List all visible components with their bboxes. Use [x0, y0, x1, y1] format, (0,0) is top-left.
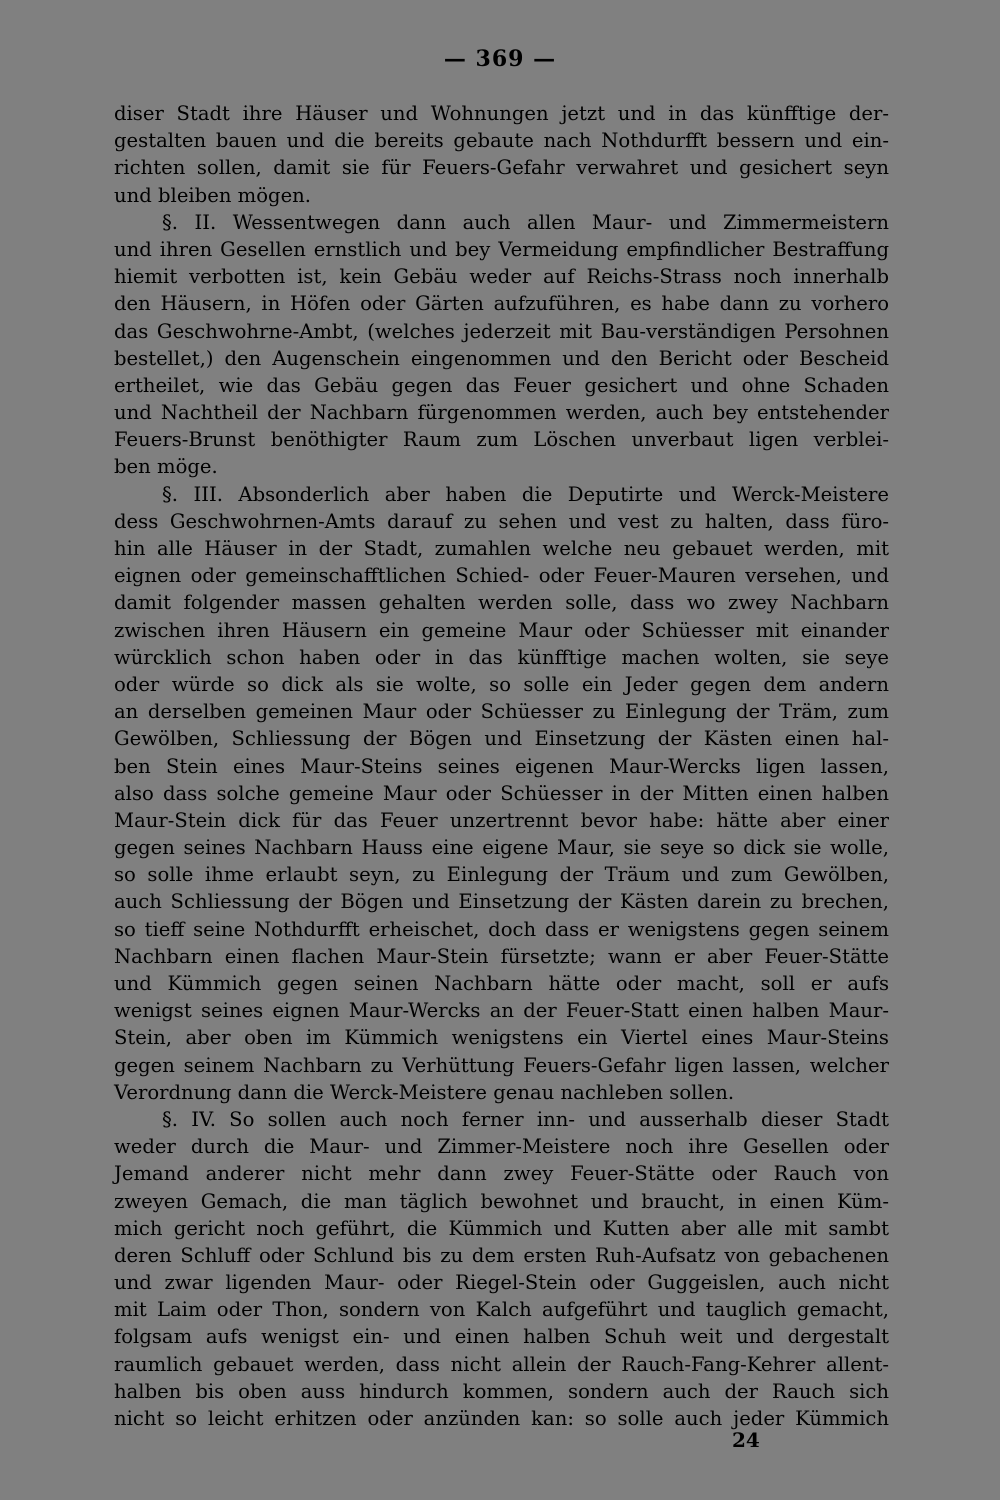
text-line: oder würde so dick als sie wolte, so solle ein Jeder gegen dem andern	[114, 672, 889, 696]
page-number: — 369 —	[443, 46, 557, 72]
text-line: deren Schluff oder Schlund bis zu dem ersten Ruh-Aufsatz von gebachenen	[114, 1243, 889, 1267]
text-line: Verordnung dann die Werck-Meistere genau nachleben sollen.	[114, 1080, 735, 1104]
text-line: ertheilet, wie das Gebäu gegen das Feuer gesichert und ohne Schaden	[114, 373, 889, 397]
text-line: und Nachtheil der Nachbarn fürgenommen werden, auch bey entstehender	[114, 401, 889, 425]
text-line: zweyen Gemach, die man täglich bewohnet und braucht, in einen Küm-	[114, 1189, 889, 1213]
text-line: so tieff seine Nothdurfft erheischet, doch dass er wenigstens gegen seinem	[114, 917, 889, 941]
text-line: gegen seines Nachbarn Hauss eine eigene Maur, sie seye so dick sie wolle,	[114, 836, 889, 860]
text-line: Stein, aber oben im Kümmich wenigstens ein Viertel eines Maur-Steins	[114, 1026, 889, 1050]
text-line: nicht so leicht erhitzen oder anzünden kan: so solle auch jeder Kümmich	[114, 1407, 889, 1430]
text-line: richten sollen, damit sie für Feuers-Gefahr verwahret und gesichert seyn	[114, 156, 889, 180]
text-line: weder durch die Maur- und Zimmer-Meistere noch ihre Gesellen oder	[114, 1135, 889, 1159]
text-line: Nachbarn einen flachen Maur-Stein fürsetzte; wann er aber Feuer-Stätte	[114, 944, 889, 968]
text-line: halben bis oben auss hindurch kommen, sondern auch der Rauch sich	[114, 1379, 889, 1403]
text-line: und Kümmich gegen seinen Nachbarn hätte oder macht, soll er aufs	[114, 972, 889, 995]
text-line: den Häusern, in Höfen oder Gärten aufzuführen, es habe dann zu vorhero	[114, 292, 889, 316]
text-line: und zwar ligenden Maur- oder Riegel-Stein oder Guggeislen, auch nicht	[114, 1271, 889, 1295]
text-line: mit Laim oder Thon, sondern von Kalch aufgeführt und tauglich gemacht,	[114, 1298, 889, 1322]
text-line: gestalten bauen und die bereits gebaute nach Nothdurfft bessern und ein-	[114, 129, 889, 153]
text-line: hin alle Häuser in der Stadt, zumahlen welche neu gebauet werden, mit	[114, 537, 889, 560]
text-line: raumlich gebauet werden, dass nicht allein der Rauch-Fang-Kehrer allent-	[114, 1352, 889, 1376]
text-line: und bleiben mögen.	[114, 183, 312, 207]
text-line: dess Geschwohrnen-Amts darauf zu sehen und vest zu halten, dass füro-	[114, 509, 889, 533]
text-line: gegen seinem Nachbarn zu Verhüttung Feuers-Gefahr ligen lassen, welcher	[114, 1053, 889, 1077]
text-line: eignen oder gemeinschafftlichen Schied- oder Feuer-Mauren versehen, und	[114, 564, 889, 588]
text-line: Gewölben, Schliessung der Bögen und Einsetzung der Kästen einen hal-	[114, 727, 889, 751]
text-line: Feuers-Brunst benöthigter Raum zum Löschen unverbaut ligen verblei-	[114, 428, 889, 452]
text-line: an derselben gemeinen Maur oder Schüesser zu Einlegung der Träm, zum	[114, 700, 889, 724]
text-line: so solle ihme erlaubt seyn, zu Einlegung der Träum und zum Gewölben,	[114, 863, 889, 887]
signature-mark: 24	[732, 1428, 760, 1452]
text-line: damit folgender massen gehalten werden solle, dass wo zwey Nachbarn	[114, 591, 889, 615]
text-line: würcklich schon haben oder in das künfftige machen wolten, sie seye	[114, 645, 889, 669]
text-line: zwischen ihren Häusern ein gemeine Maur oder Schüesser mit einander	[114, 618, 889, 642]
text-line: auch Schliessung der Bögen und Einsetzung der Kästen darein zu brechen,	[114, 890, 889, 914]
body-text	[114, 100, 889, 1432]
text-line: und ihren Gesellen ernstlich und bey Vermeidung empfindlicher Bestraffung	[114, 237, 889, 261]
text-line: bestellet,) den Augenschein eingenommen und den Bericht oder Bescheid	[114, 346, 889, 370]
text-line: §. IV. So sollen auch noch ferner inn- und ausserhalb dieser Stadt	[162, 1107, 889, 1131]
text-line: mich gericht noch geführt, die Kümmich und Kutten aber alle mit sambt	[114, 1216, 889, 1240]
text-line: ben Stein eines Maur-Steins seines eigenen Maur-Wercks ligen lassen,	[114, 754, 889, 778]
text-line: Jemand anderer nicht mehr dann zwey Feuer-Stätte oder Rauch von	[114, 1162, 889, 1186]
text-line: also dass solche gemeine Maur oder Schüesser in der Mitten einen halben	[114, 781, 889, 805]
text-line: folgsam aufs wenigst ein- und einen halben Schuh weit und dergestalt	[114, 1325, 889, 1349]
text-line: hiemit verbotten ist, kein Gebäu weder auf Reichs-Strass noch innerhalb	[114, 265, 889, 289]
text-line: wenigst seines eignen Maur-Wercks an der Feuer-Statt einen halben Maur-	[114, 999, 889, 1023]
text-line: diser Stadt ihre Häuser und Wohnungen jetzt und in das künfftige der-	[114, 102, 889, 125]
text-line: Maur-Stein dick für das Feuer unzertrennt bevor habe: hätte aber einer	[114, 808, 889, 832]
text-line: ben möge.	[114, 455, 218, 479]
text-line: §. III. Absonderlich aber haben die Deputirte und Werck-Meistere	[162, 482, 889, 506]
text-line: §. II. Wessentwegen dann auch allen Maur- und Zimmermeistern	[162, 210, 889, 234]
text-line: das Geschwohrne-Ambt, (welches jederzeit mit Bau-verständigen Persohnen	[114, 319, 889, 343]
